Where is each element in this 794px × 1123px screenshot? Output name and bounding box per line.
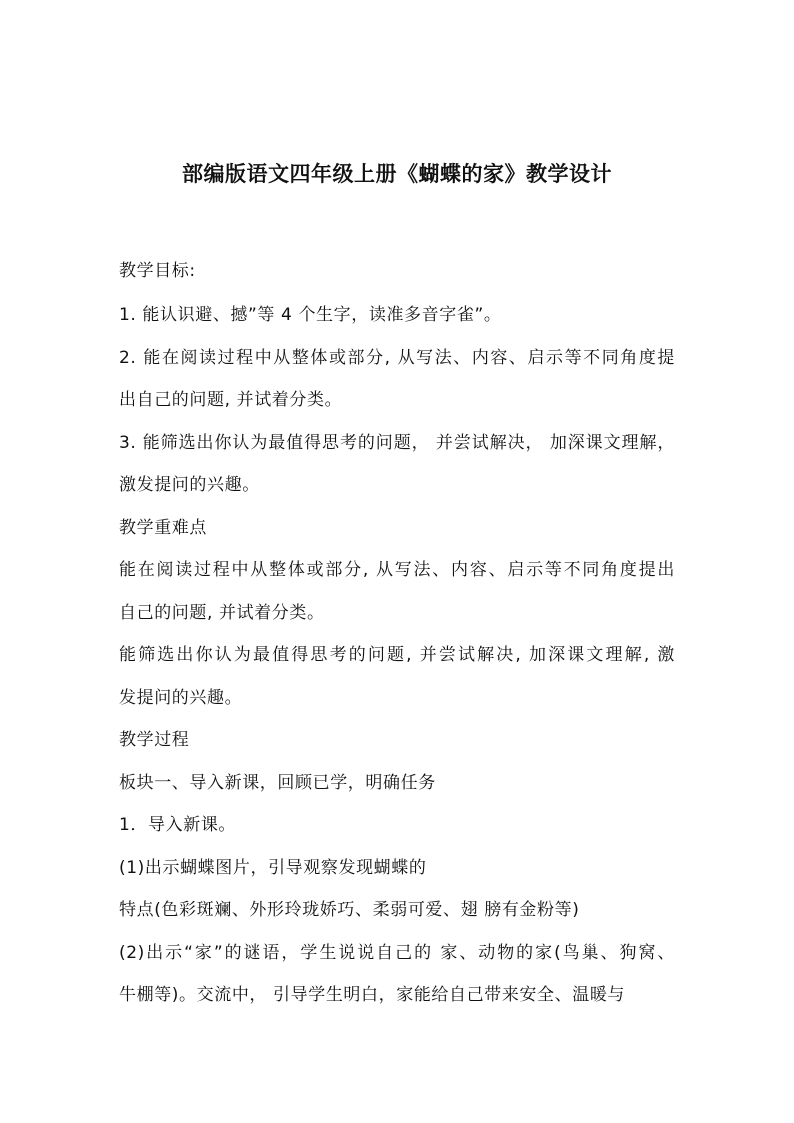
goal-line-2-continued: 出自己的问题, 并试着分类。 (119, 390, 343, 410)
key-point-line-1-continued: 自己的问题, 并试着分类。 (119, 603, 325, 623)
goal-line-3: 3. 能筛选出你认为最值得思考的问题， 并尝试解决， 加深课文理解， (119, 433, 675, 453)
key-point-line-2-continued: 发提问的兴趣。 (119, 688, 243, 708)
step-1-sub-2: (2)出示“家”的谜语，学生说说自己的 家、动物的家(鸟巢、狗窝、 (119, 943, 675, 963)
heading-teaching-process: 教学过程 (119, 730, 190, 750)
key-point-line-2: 能筛选出你认为最值得思考的问题, 并尝试解决, 加深课文理解, 激 (119, 645, 675, 665)
key-point-line-1: 能在阅读过程中从整体或部分, 从写法、内容、启示等不同角度提出 (119, 560, 675, 580)
step-1-sub-1-continued: 特点(色彩斑斓、外形玲珑娇巧、柔弱可爱、翅 膀有金粉等) (119, 900, 580, 920)
step-1: 1．导入新课。 (119, 815, 237, 835)
step-1-sub-2-continued: 牛棚等)。交流中， 引导学生明白，家能给自己带来安全、温暖与 (119, 985, 626, 1005)
step-1-sub-1: (1)出示蝴蝶图片，引导观察发现蝴蝶的 (119, 858, 427, 878)
heading-teaching-goals: 教学目标: (119, 261, 196, 281)
goal-line-2: 2. 能在阅读过程中从整体或部分, 从写法、内容、启示等不同角度提 (119, 348, 675, 368)
document-title: 部编版语文四年级上册《蝴蝶的家》教学设计 (182, 162, 612, 186)
section-1-heading: 板块一、导入新课，回顾已学，明确任务 (119, 773, 436, 793)
heading-key-points: 教学重难点 (119, 518, 207, 538)
goal-line-3-continued: 激发提问的兴趣。 (119, 475, 260, 495)
goal-line-1: 1. 能认识避、撼”等 4 个生字，读准多音字雀”。 (119, 305, 502, 325)
